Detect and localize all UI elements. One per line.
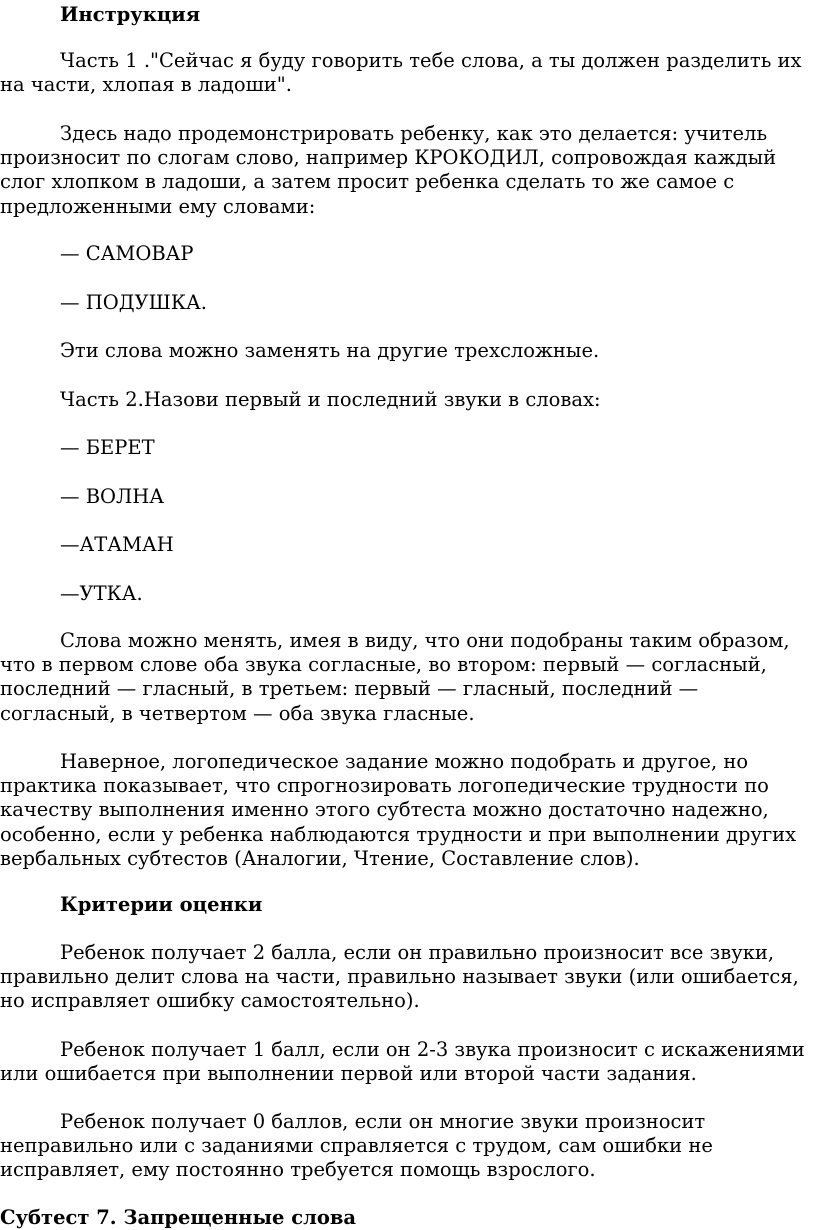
heading-subtest-7: Субтест 7. Запрещенные слова — [0, 1206, 357, 1229]
heading-criteria: Критерии оценки — [60, 893, 263, 916]
paragraph-word-choice: Слова можно менять, имея в виду, что они подобраны таким образом, что в первом слове оба звука согласные, во втором: первый — согласный, последний — гласный, в третьем: первый — гласный, последний — согласный, в четвертом — оба звука гласные. — [0, 629, 790, 725]
paragraph-part2: Часть 2.Назови первый и последний звуки в словах: — [60, 388, 601, 411]
paragraph-score-0: Ребенок получает 0 баллов, если он многие звуки произносит неправильно или с заданиями справляется с трудом, сам ошибки не исправляет, ему постоянно требуется помощь взрослого. — [0, 1110, 713, 1182]
paragraph-score-2: Ребенок получает 2 балла, если он правильно произносит все звуки, правильно делит слова на части, правильно называет звуки (или ошибается, но исправляет ошибку самостоятельно). — [0, 941, 799, 1013]
word-item-podushka: — ПОДУШКА. — [60, 291, 207, 314]
paragraph-part1: Часть 1 ."Сейчас я буду говорить тебе слова, а ты должен разделить их на части, хлопая в ладоши". — [0, 49, 802, 97]
paragraph-replace-words: Эти слова можно заменять на другие трехсложные. — [60, 339, 600, 362]
paragraph-score-1: Ребенок получает 1 балл, если он 2-3 звука произносит с искажениями или ошибается при выполнении первой или второй части задания. — [0, 1038, 805, 1086]
word-item-beret: — БЕРЕТ — [60, 436, 155, 459]
word-item-volna: — ВОЛНА — [60, 485, 165, 508]
paragraph-demonstration: Здесь надо продемонстрировать ребенку, как это делается: учитель произносит по слогам слово, например КРОКОДИЛ, сопровождая каждый слог хлопком в ладоши, а затем просит ребенка сделать то же самое с предложенными ему словами: — [0, 122, 777, 218]
word-item-utka: —УТКА. — [60, 582, 143, 605]
heading-instruction: Инструкция — [60, 3, 201, 26]
paragraph-logopedic: Наверное, логопедическое задание можно подобрать и другое, но практика показывает, что спрогнозировать логопедические трудности по качеству выполнения именно этого субтеста можно достаточно надежно, особенно, если у ребенка наблюдаются трудности и при выполнении других вербальных субтестов (Аналогии, Чтение, Составление слов). — [0, 750, 797, 870]
word-item-ataman: —АТАМАН — [60, 533, 174, 556]
word-item-samovar: — САМОВАР — [60, 242, 194, 265]
